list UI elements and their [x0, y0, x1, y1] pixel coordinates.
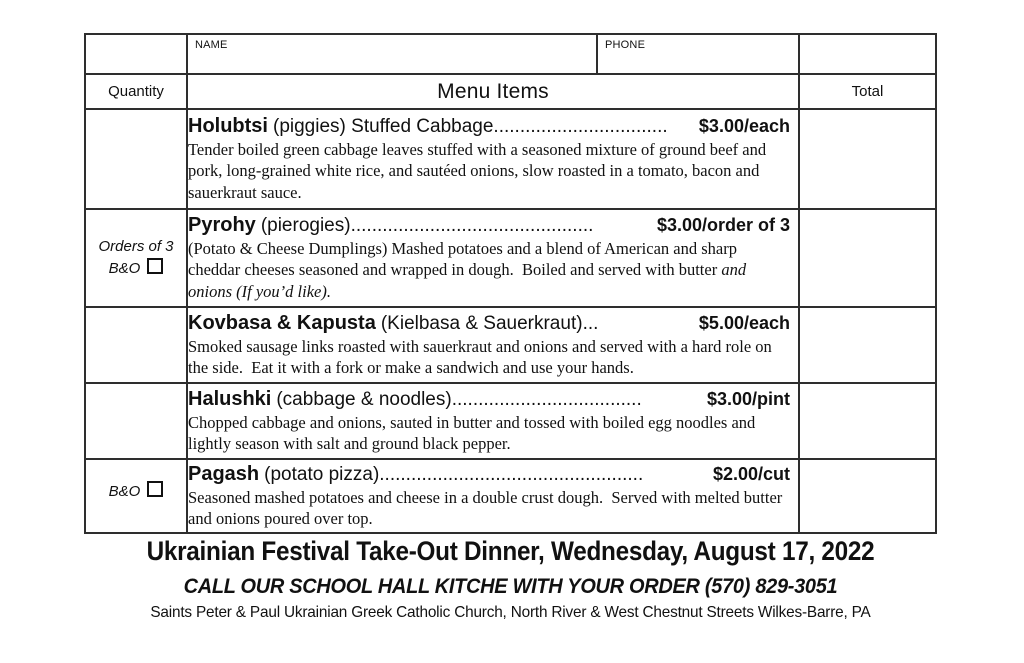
order-phone-line: CALL OUR SCHOOL HALL KITCHE WITH YOUR ORDER (570) 829-3051 [183, 575, 838, 598]
total-input-pyrohy[interactable] [799, 209, 936, 307]
corner-cell-left [85, 34, 187, 74]
name-label: NAME [195, 39, 228, 51]
bo-note [86, 481, 186, 511]
item-description: (Potato & Cheese Dumplings) Mashed potatoes and a blend of American and sharp cheddar cheeses seasoned and wrapped in dough. Boiled and served with butter and onions (If you’d like). [188, 239, 747, 301]
name-field[interactable] [187, 34, 597, 74]
menu-item-holubtsi [187, 109, 799, 209]
phone-field[interactable] [597, 34, 799, 74]
quantity-input-holubtsi[interactable] [85, 109, 187, 209]
total-header: Total [851, 82, 884, 100]
total-input-halushki[interactable] [799, 383, 936, 459]
item-price: $2.00/cut [712, 463, 790, 484]
bo-label: B&O [108, 482, 141, 500]
dot-leader: .............................................. [350, 215, 594, 237]
item-name: Holubtsi [188, 115, 268, 138]
item-subtitle: (cabbage & noodles) [276, 388, 452, 410]
dot-leader: ................................. [493, 116, 668, 138]
menu-item-halushki [187, 383, 799, 459]
menu-item-pagash [187, 459, 799, 533]
quantity-header-cell [85, 74, 187, 109]
item-price: $3.00/pint [706, 388, 790, 409]
item-title-line [188, 463, 798, 486]
contact-row [85, 34, 936, 74]
item-name: Pagash [188, 462, 260, 485]
dot-leader: .................................................. [379, 463, 644, 485]
menu-row-pagash [85, 459, 936, 533]
menu-row-pyrohy [85, 209, 936, 307]
menu-items-header: Menu Items [437, 79, 549, 103]
item-price: $5.00/each [698, 312, 790, 333]
total-header-cell [799, 74, 936, 109]
menu-row-holubtsi [85, 109, 936, 209]
item-price: $3.00/order of 3 [656, 215, 790, 236]
dot-leader: ... [582, 312, 599, 334]
item-description: Seasoned mashed potatoes and cheese in a double crust dough. Served with melted butter and onions poured over top. [188, 487, 783, 528]
phone-label: PHONE [605, 39, 646, 51]
item-description: Smoked sausage links roasted with sauerkraut and onions and served with a hard role on the side. Eat it with a fork or make a sandwich and use your hands. [188, 336, 772, 377]
item-title-line [188, 312, 798, 335]
total-input-holubtsi[interactable] [799, 109, 936, 209]
dot-leader: .................................... [451, 388, 642, 410]
bo-label: B&O [108, 259, 141, 277]
church-address-line: Saints Peter & Paul Ukrainian Greek Catholic Church, North River & West Chestnut Streets Wilkes-Barre, PA [150, 604, 871, 621]
menu-row-kovbasa [85, 307, 936, 383]
quantity-header: Quantity [108, 82, 164, 100]
item-title-line [188, 115, 798, 138]
quantity-input-kovbasa[interactable] [85, 307, 187, 383]
orders-of-3-label: Orders of 3 [98, 238, 174, 256]
quantity-input-halushki[interactable] [85, 383, 187, 459]
item-subtitle: (pierogies) [260, 215, 351, 237]
corner-cell-right [799, 34, 936, 74]
item-subtitle: (piggies) Stuffed Cabbage [273, 116, 494, 138]
item-title-line [188, 388, 798, 411]
item-description: Tender boiled green cabbage leaves stuffed with a seasoned mixture of ground beef and pork, long-grained white rice, and sautéed onions, slow roasted in a tomato, bacon and sauerkraut sauce. [188, 140, 767, 202]
total-input-pagash[interactable] [799, 459, 936, 533]
orders-of-3-note [86, 237, 186, 279]
item-title-line [188, 214, 798, 237]
total-input-kovbasa[interactable] [799, 307, 936, 383]
header-row [85, 74, 936, 109]
bo-checkbox[interactable] [147, 258, 163, 274]
item-description: Chopped cabbage and onions, sauted in butter and tossed with boiled egg noodles and lightly season with salt and ground black pepper. [188, 412, 756, 453]
menu-header-cell [187, 74, 799, 109]
item-name: Pyrohy [188, 214, 256, 237]
event-title: Ukrainian Festival Take-Out Dinner, Wednesday, August 17, 2022 [146, 536, 875, 566]
item-name: Halushki [188, 387, 272, 410]
item-price: $3.00/each [698, 116, 790, 137]
quantity-input-pyrohy[interactable] [85, 209, 187, 307]
item-name: Kovbasa & Kapusta [188, 311, 376, 334]
bo-checkbox[interactable] [147, 481, 163, 497]
item-subtitle: (potato pizza) [264, 463, 380, 485]
item-subtitle: (Kielbasa & Sauerkraut) [380, 312, 583, 334]
menu-row-halushki [85, 383, 936, 459]
order-table [84, 33, 937, 534]
quantity-input-pagash[interactable] [85, 459, 187, 533]
menu-item-pyrohy [187, 209, 799, 307]
menu-item-kovbasa [187, 307, 799, 383]
footer [84, 536, 937, 622]
